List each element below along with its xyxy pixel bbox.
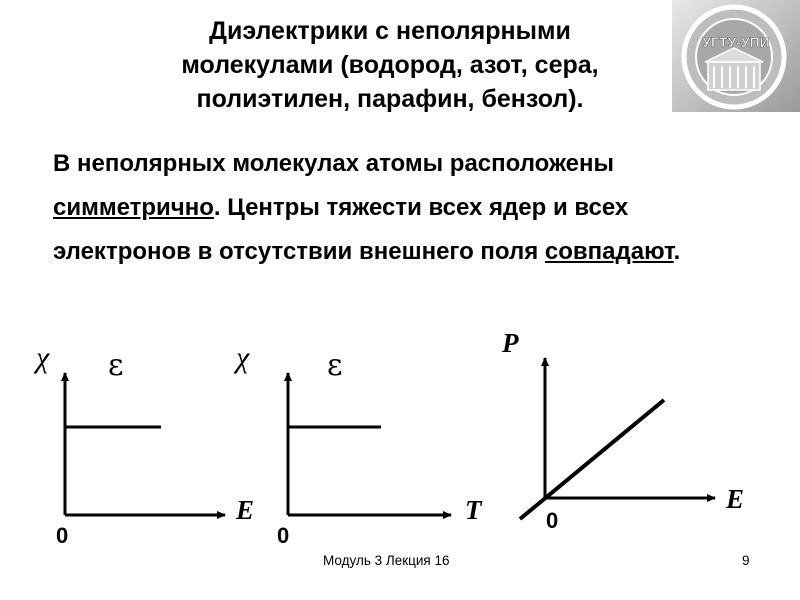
y-axis-label: χ xyxy=(36,341,50,374)
x-axis-label: T xyxy=(465,495,482,525)
y-axis-label: χ xyxy=(236,341,250,374)
logo-text: УГТУ-УПИ xyxy=(702,34,770,50)
body-text-2: . Центры тяжести всех ядер и всех электронов в отсутствии внешнего поля xyxy=(53,194,629,265)
graph-p-vs-e xyxy=(501,328,744,533)
body-emphasis-symmetric: симметрично xyxy=(53,194,214,221)
title-line: полиэтилен, парафин, бензол). xyxy=(196,85,584,113)
epsilon-label: ε xyxy=(327,348,343,383)
origin-label: 0 xyxy=(546,508,559,533)
linear-line xyxy=(520,400,664,519)
origin-label: 0 xyxy=(56,523,69,548)
x-axis-label: E xyxy=(236,495,255,525)
origin-label: 0 xyxy=(277,523,290,548)
footer-module-lecture: Модуль 3 Лекция 16 xyxy=(323,553,450,568)
page-number: 9 xyxy=(742,553,750,568)
graph-chi-vs-e xyxy=(33,341,254,548)
graph-chi-vs-t xyxy=(233,341,483,548)
body-text-1: В неполярных молекулах атомы расположены xyxy=(53,150,615,177)
title-line: молекулами (водород, азот, сера, xyxy=(181,51,599,79)
body-text-3: . xyxy=(673,238,681,265)
body-emphasis-coincide: совпадают xyxy=(544,238,674,265)
epsilon-label: ε xyxy=(108,348,124,383)
title-line: Диэлектрики с неполярными xyxy=(209,17,571,45)
x-axis-label: E xyxy=(726,484,745,514)
y-axis-label: P xyxy=(502,328,519,358)
